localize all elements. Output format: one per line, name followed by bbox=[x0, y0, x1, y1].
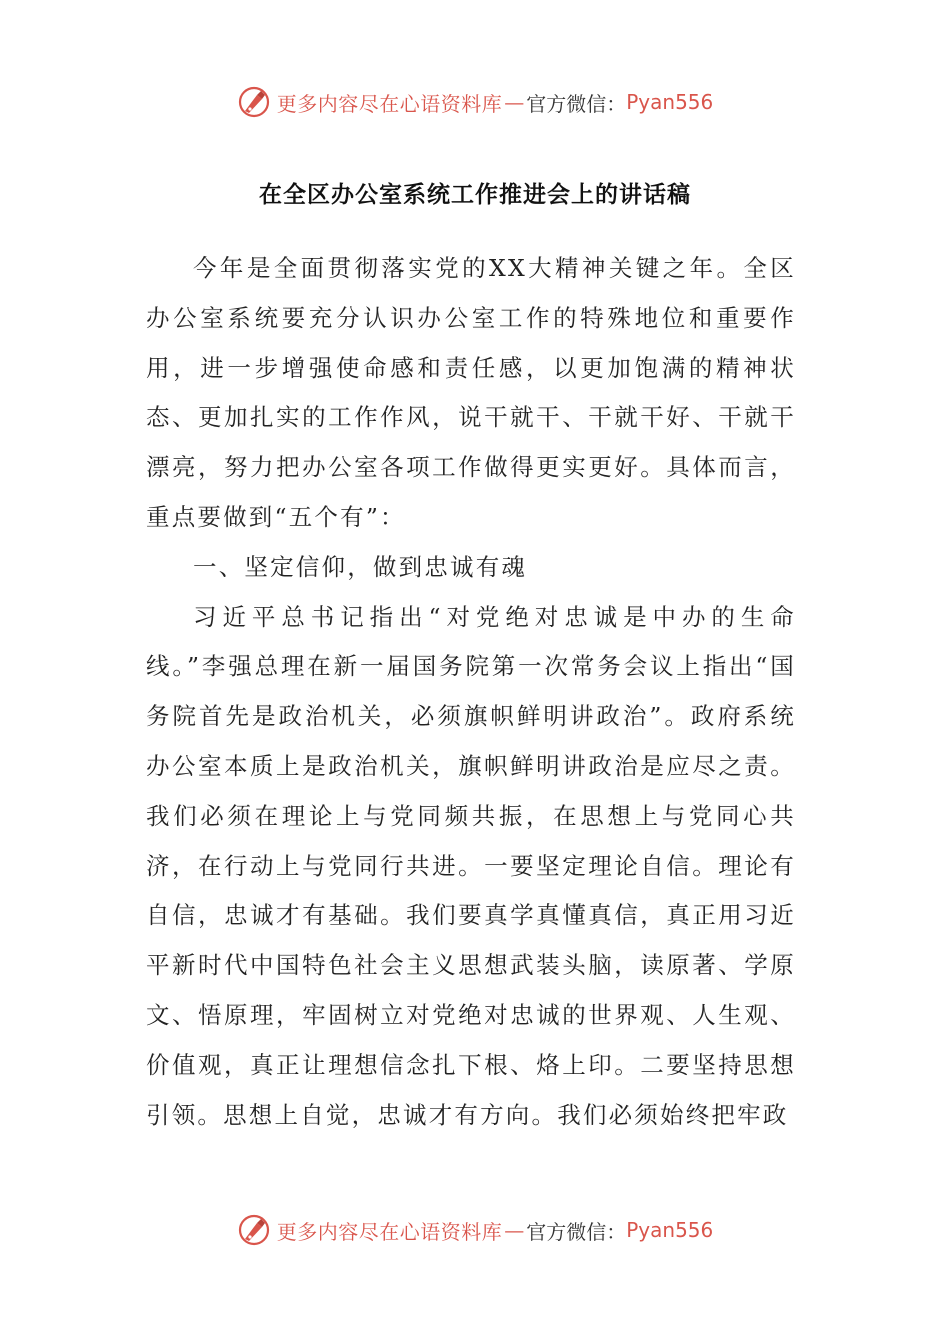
paragraph: 习近平总书记指出“对党绝对忠诚是中办的生命线。”李强总理在新一届国务院第一次常务会议上指出“国务院首先是政治机关，必须旗帜鲜明讲政治”。政府系统办公室本质上是政治机关，旗帜鲜明讲政治是应尽之责。我们必须在理论上与党同频共振，在思想上与党同心共济，在行动上与党同行共进。一要坚定理论自信。理论有自信，忠诚才有基础。我们要真学真懂真信，真正用习近平新时代中国特色社会主义思想武装头脑，读原著、学原文、悟原理，牢固树立对党绝对忠诚的世界观、人生观、价值观，真正让理想信念扎下根、烙上印。二要坚持思想引领。思想上自觉，忠诚才有方向。我们必须始终把牢政 bbox=[146, 602, 796, 1129]
section-heading: 一、坚定信仰，做到忠诚有魂 bbox=[193, 552, 528, 581]
watermark-account: Pyan556 bbox=[626, 90, 714, 114]
watermark-label: 官方微信： bbox=[526, 1219, 627, 1244]
watermark-footer bbox=[0, 1210, 950, 1250]
watermark-label: 官方微信： bbox=[526, 91, 627, 116]
watermark-separator: — bbox=[504, 1218, 525, 1242]
pen-nib-logo-icon bbox=[237, 1213, 271, 1247]
watermark-brand-text: 更多内容尽在心语资料库 bbox=[276, 91, 503, 116]
watermark-account: Pyan556 bbox=[626, 1218, 714, 1242]
paragraph: 今年是全面贯彻落实党的XX大精神关键之年。全区办公室系统要充分认识办公室工作的特殊地位和重要作用，进一步增强使命感和责任感，以更加饱满的精神状态、更加扎实的工作作风，说干就干、干就干好、干就干漂亮，努力把办公室各项工作做得更实更好。具体而言，重点要做到“五个有”： bbox=[146, 254, 796, 531]
watermark-header bbox=[0, 82, 950, 122]
document-title: 在全区办公室系统工作推进会上的讲话稿 bbox=[259, 182, 691, 208]
pen-nib-logo-icon bbox=[237, 85, 271, 119]
document-body bbox=[146, 244, 796, 1140]
watermark-brand-text: 更多内容尽在心语资料库 bbox=[276, 1219, 503, 1244]
watermark-separator: — bbox=[504, 90, 525, 114]
